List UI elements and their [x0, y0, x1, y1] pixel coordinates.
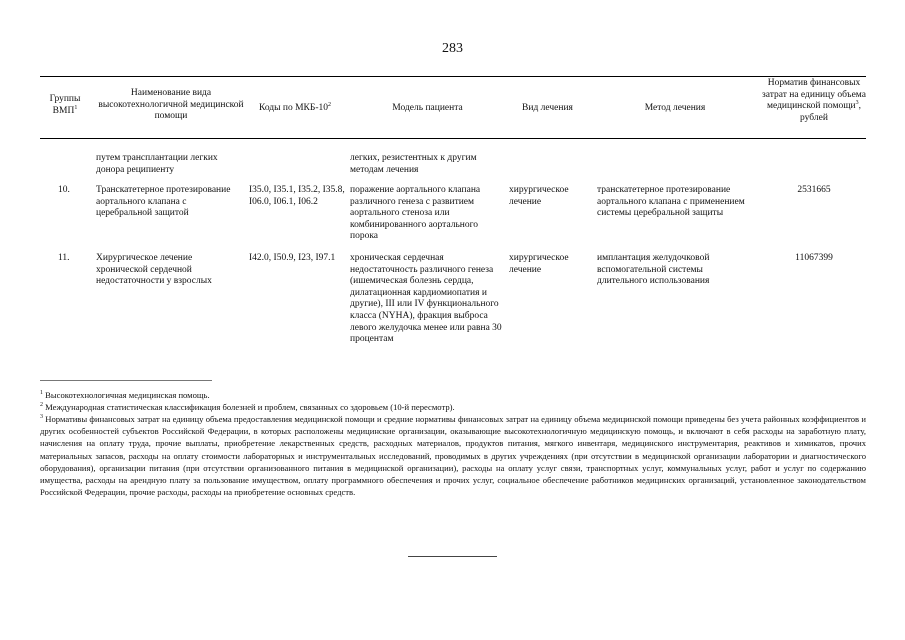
cell-model: хроническая сердечная недостаточность различного генеза (ишемическая болезнь сердца, дилатационная кардиомиопатия и другие), III или IV функционального класса (NYHA), фракция выброса левого желудочка менее или равна 30 процентам: [350, 253, 502, 345]
footnote-mark: 1: [40, 390, 43, 397]
cell-codes: I35.0, I35.1, I35.2, I35.8, I06.0, I06.1, I06.2: [249, 185, 345, 207]
header-type: Вид лечения: [522, 103, 573, 113]
footnote-mark: 2: [40, 402, 43, 409]
header-norm-label: Норматив финансовых затрат на единицу объема медицинской помощи: [762, 78, 866, 112]
header-norm: [762, 78, 866, 124]
footnote-ref-1: 1: [74, 104, 78, 111]
header-bottom-rule: [40, 138, 866, 139]
footnote-2: [40, 401, 866, 413]
header-norm-unit: , рублей: [800, 101, 862, 123]
cell-method: имплантация желудочковой вспомогательной системы длительного использования: [597, 253, 710, 287]
header-codes-label: Коды по МКБ-10: [258, 103, 329, 113]
footnote-3: [40, 413, 866, 498]
cell-norm: 11067399: [795, 253, 833, 263]
footnote-mark: 3: [40, 414, 43, 421]
cell-name: Хирургическое лечение хронической сердечной недостаточности у взрослых: [96, 253, 212, 287]
cell-num: 10.: [58, 185, 70, 195]
header-name: Наименование вида высокотехнологичной медицинской помощи: [98, 88, 244, 122]
footnote-text: Нормативы финансовых затрат на единицу объема предоставления медицинской помощи и средние нормативы финансовых затрат на единицу объема медицинской помощи приведены без учета районных коэффициентов и других особенностей субъектов Российской Федерации, в которых расположены медицинские организации, оказывающие высокотехнологичную медицинскую помощь, и включают в себя расходы на заработную плату, начисления на оплату труда, прочие выплаты, приобретение лекарственных средств, расходных материалов, продуктов питания, мягкого инвентаря, медицинского инструментария, реактивов и химикатов, прочих материальных запасов, расходы на оплату стоимости лабораторных и инструментальных исследований, проводимых в других учреждениях (при отсутствии в медицинской организации лаборатории и диагностического оборудования), организации питания (при отсутствии организованного питания в медицинской организации), расходы на оплату услуг связи, транспортных услуг, коммунальных услуг, работ и услуг по содержанию имущества, расходы на арендную плату за пользование имуществом, оплату программного обеспечения и прочих услуг, социальное обеспечение работников медицинских организаций, установленное законодательством Российской Федерации, прочие расходы, расходы на приобретение основных средств.: [40, 414, 866, 498]
footnote-1: [40, 389, 866, 401]
header-group: [40, 94, 90, 117]
footnote-text: Международная статистическая классификация болезней и проблем, связанных со здоровьем (10-й пересмотр).: [43, 402, 455, 412]
header-group-label: Группы ВМП: [49, 94, 81, 116]
cell-type: хирургическое лечение: [509, 253, 569, 275]
header-model: Модель пациента: [392, 103, 463, 113]
footnote-ref-2: 2: [328, 101, 332, 108]
end-rule: [408, 556, 497, 557]
cell-num: 11.: [58, 253, 70, 263]
cell-model: легких, резистентных к другим методам лечения: [350, 153, 477, 175]
footnote-separator: [40, 380, 212, 381]
cell-model: поражение аортального клапана различного генеза с развитием аортального стеноза или комбинированного аортального порока: [350, 185, 481, 242]
cell-method: транскатетерное протезирование аортального клапана с применением системы церебральной защиты: [597, 185, 745, 219]
cell-type: хирургическое лечение: [509, 185, 569, 207]
footnote-text: Высокотехнологичная медицинская помощь.: [43, 390, 210, 400]
header-method: Метод лечения: [644, 103, 706, 113]
footnote-ref-3: 3: [855, 100, 859, 107]
cell-norm: 2531665: [797, 185, 831, 195]
cell-name: путем трансплантации легких донора реципиенту: [96, 153, 218, 175]
cell-codes: I42.0, I50.9, I23, I97.1: [249, 253, 336, 263]
table-top-rule: [40, 76, 866, 77]
cell-name: Транскатетерное протезирование аортального клапана с церебральной защитой: [96, 185, 231, 219]
header-codes: [245, 103, 345, 115]
page-number: 283: [442, 41, 463, 56]
